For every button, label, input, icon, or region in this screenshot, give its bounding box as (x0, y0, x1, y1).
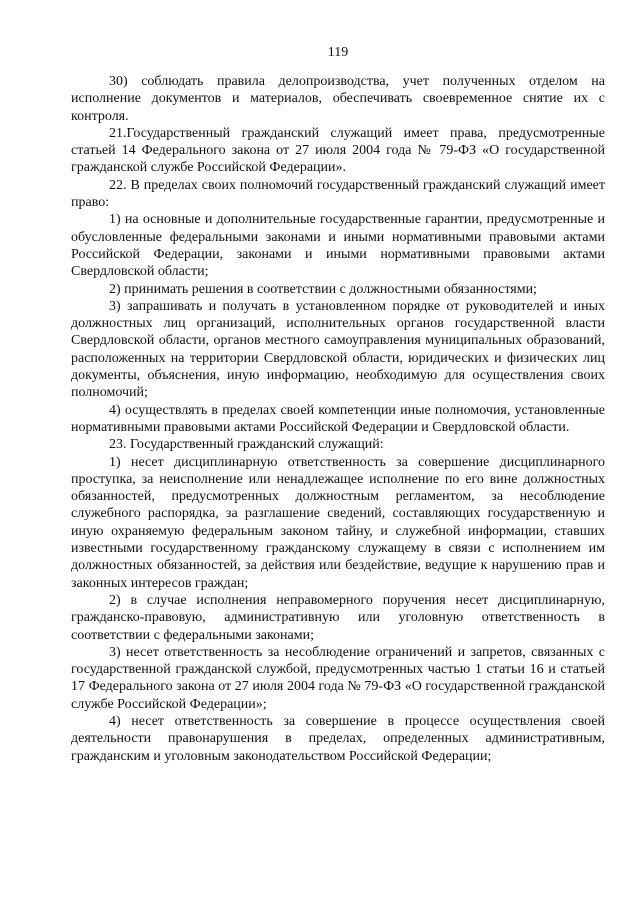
paragraph-23-item-2: 2) в случае исполнения неправомерного поручения несет дисциплинарную, гражданско-правовую, административную или уголовную ответственность в соответствии с федеральными законами; (71, 592, 605, 643)
paragraph-22-item-2: 2) принимать решения в соответствии с должностными обязанностями; (109, 281, 537, 297)
paragraph-23-item-4: 4) несет ответственность за совершение в процессе осуществления своей деятельности правонарушения в пределах, определенных административным, гражданским и уголовным законодательством Российской Федерации; (71, 713, 605, 764)
paragraph-item-30: 30) соблюдать правила делопроизводства, учет полученных отделом на исполнение документов и материалов, обеспечивать своевременное снятие их с контроля. (71, 74, 605, 124)
paragraph-23-item-3: 3) несет ответственность за несоблюдение ограничений и запретов, связанных с государственной гражданской службой, предусмотренных частью 1 статьи 16 и статьей 17 Федерального закона от 27 июля 2004 года № 79-ФЗ «О государственной гражданской службе Российской Федерации»; (71, 644, 605, 712)
paragraph-22-item-4: 4) осуществлять в пределах своей компетенции иные полномочия, установленные нормативными правовыми актами Российской Федерации и Свердловской области. (71, 402, 605, 435)
paragraph-23-item-1: 1) несет дисциплинарную ответственность за совершение дисциплинарного проступка, за неисполнение или ненадлежащее исполнение по его вине должностных обязанностей, предусмотренных должностным регламентом, за несоблюдение служебного распорядка, за разглашение сведений, составляющих государственную и иную охраняемую федеральным законом тайну, и служебной информации, ставших известными государственному гражданскому служащему в связи с исполнением им должностных обязанностей, за действия или бездействие, ведущие к нарушению прав и законных интересов граждан; (71, 454, 605, 591)
page-number: 119 (327, 45, 349, 60)
paragraph-22-item-1: 1) на основные и дополнительные государственные гарантии, предусмотренные и обусловленные федеральными законами и иными нормативными правовыми актами Российской Федерации, законами и иными нормативными правовыми актами Свердловской области; (71, 212, 605, 280)
paragraph-section-22: 22. В пределах своих полномочий государственный гражданский служащий имеет право: (71, 177, 605, 211)
document-page (71, 44, 605, 765)
paragraph-section-23: 23. Государственный гражданский служащий: (109, 437, 384, 453)
paragraph-section-21: 21.Государственный гражданский служащий имеет права, предусмотренные статьей 14 Федерального закона от 27 июля 2004 года № 79-ФЗ «О государственной гражданской службе Российской Федерации». (71, 125, 605, 176)
paragraph-22-item-3: 3) запрашивать и получать в установленном порядке от руководителей и иных должностных лиц организаций, исполнительных органов государственной власти Свердловской области, органов местного самоуправления муниципальных образований, расположенных на территории Свердловской области, юридических и физических лиц документы, объяснения, иную информацию, необходимую для осуществления своих полномочий; (71, 298, 605, 401)
